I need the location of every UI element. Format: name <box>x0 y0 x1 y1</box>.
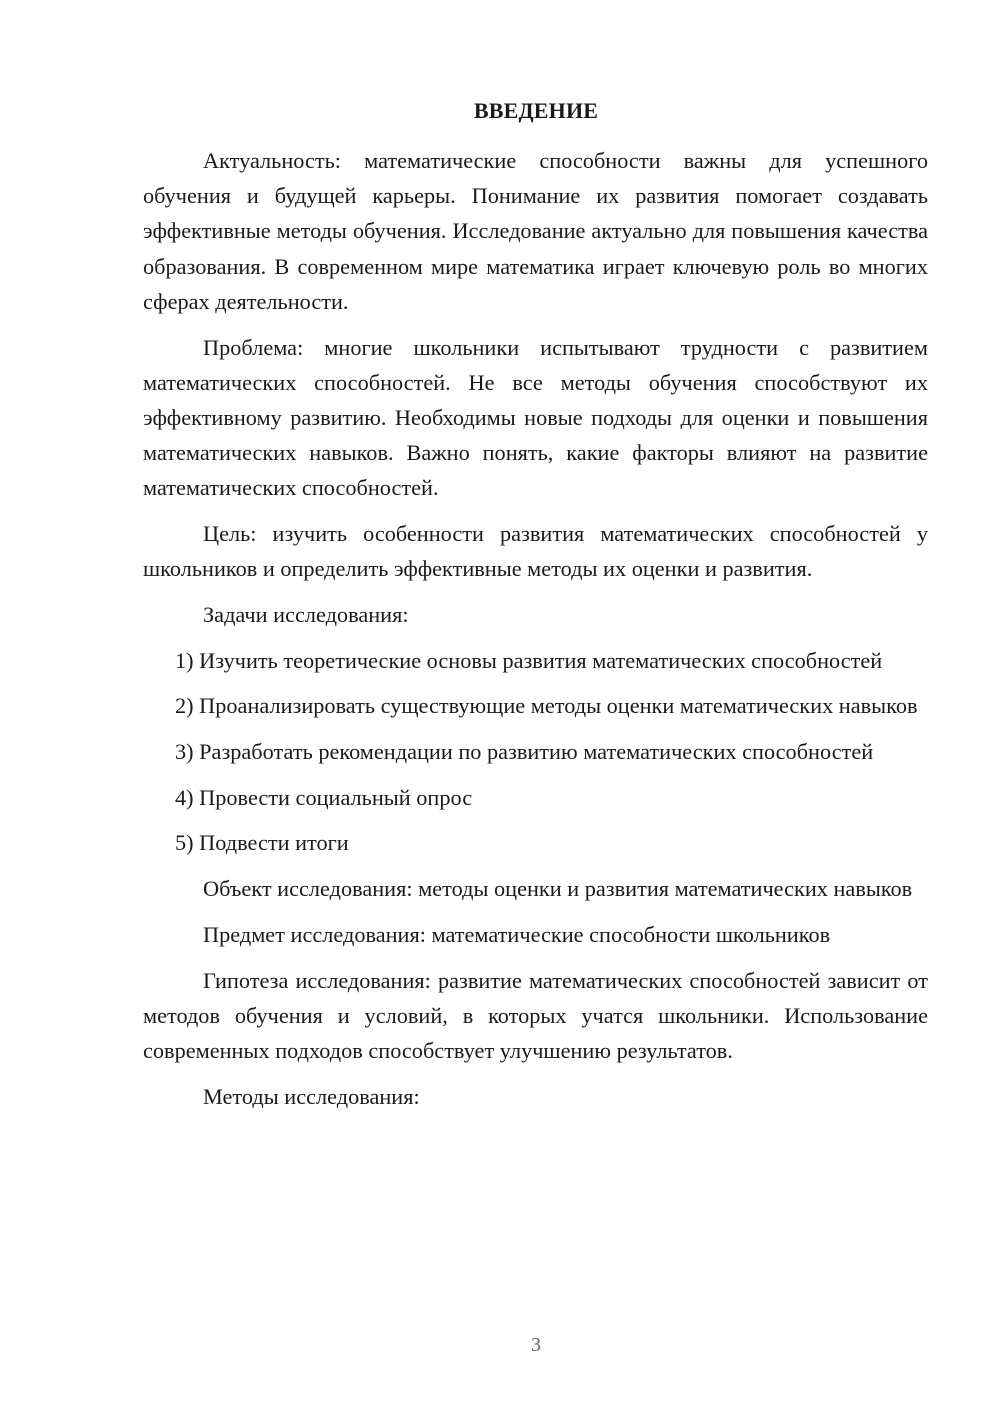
paragraph-problem: Проблема: многие школьники испытывают трудности с развитием математических способностей. Не все методы обучения способствуют их эффективному развитию. Необходимы новые подходы для оценки и повышения математических навыков. Важно понять, какие факторы влияют на развитие математических способностей. <box>143 334 928 501</box>
section-title: ВВЕДЕНИЕ <box>473 98 599 123</box>
task-item: 4) Провести социальный опрос <box>175 784 473 810</box>
task-item: 3) Разработать рекомендации по развитию математических способностей <box>175 739 874 765</box>
task-item: 2) Проанализировать существующие методы оценки математических навыков <box>175 693 918 719</box>
paragraph-hypothesis: Гипотеза исследования: развитие математических способностей зависит от методов обучения и условий, в которых учатся школьники. Использование современных подходов способствует улучшению результатов. <box>143 967 928 1063</box>
tasks-heading: Задачи исследования: <box>203 601 409 627</box>
paragraph-subject: Предмет исследования: математические способности школьников <box>203 921 831 947</box>
page-number: 3 <box>531 1334 541 1356</box>
task-item: 1) Изучить теоретические основы развития математических способностей <box>175 647 883 673</box>
methods-heading: Методы исследования: <box>203 1083 420 1109</box>
paragraph-object: Объект исследования: методы оценки и развития математических навыков <box>203 876 913 902</box>
paragraph-goal: Цель: изучить особенности развития математических способностей у школьников и определить эффективные методы их оценки и развития. <box>143 521 928 582</box>
paragraph-relevance: Актуальность: математические способности важны для успешного обучения и будущей карьеры. Понимание их развития помогает создавать эффективные методы обучения. Исследование актуально для повышения качества образования. В современном мире математика играет ключевую роль во многих сферах деятельности. <box>143 148 928 314</box>
document-body <box>143 143 928 1124</box>
task-item: 5) Подвести итоги <box>175 830 349 856</box>
